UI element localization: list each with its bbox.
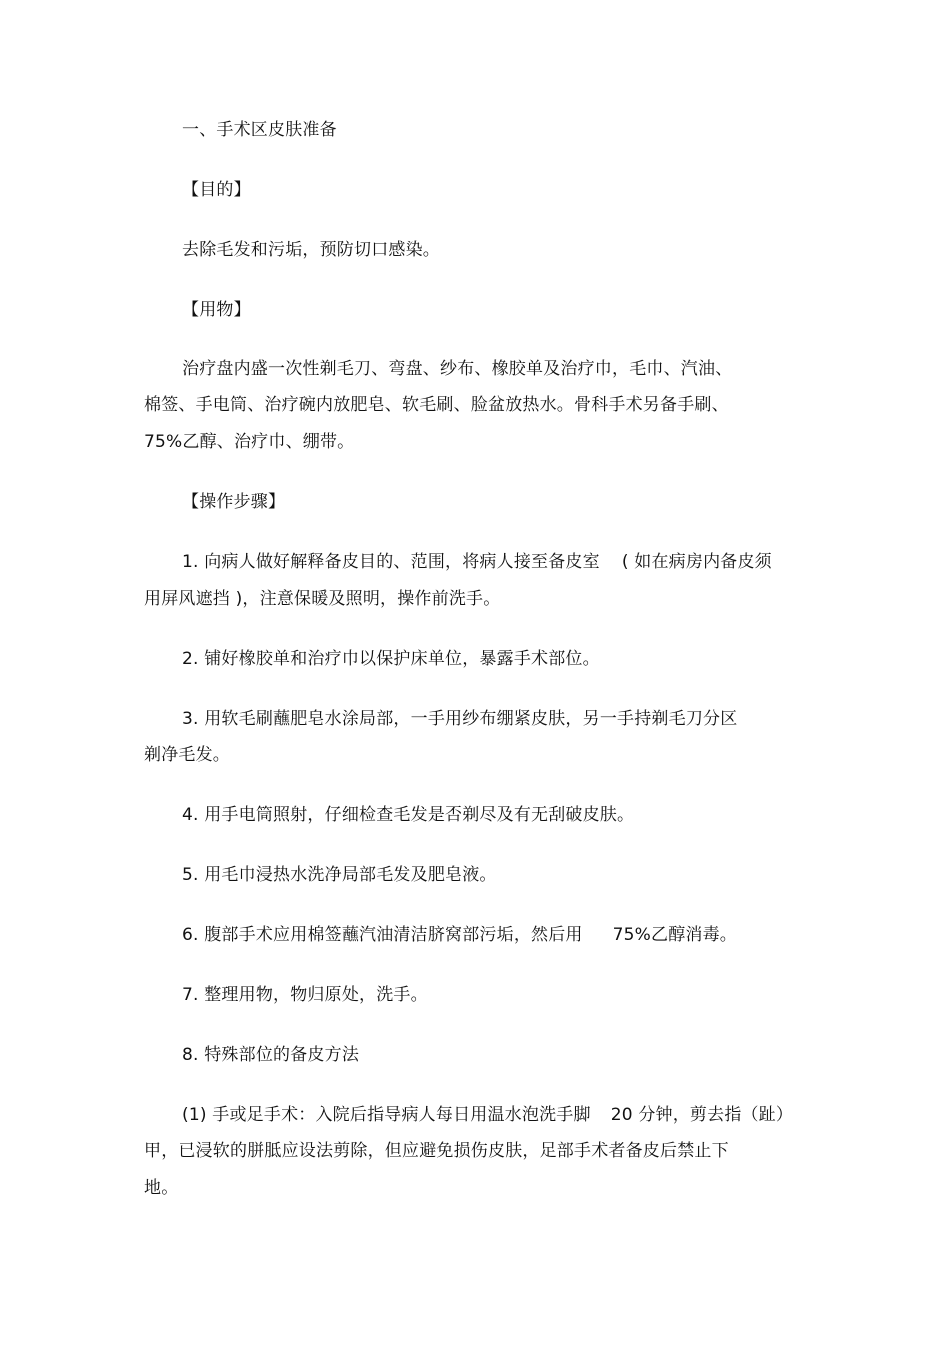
step-1-line-1	[182, 550, 772, 574]
materials-line-3: 75%乙醇、治疗巾、绷带。	[144, 432, 355, 452]
step-8: 8. 特殊部位的备皮方法	[182, 1045, 360, 1065]
sub-step-1-line-1	[182, 1103, 793, 1127]
sub-step-1-text-a: (1) 手或足手术：入院后指导病人每日用温水泡洗手脚	[182, 1105, 591, 1125]
sub-step-1-line-3: 地。	[144, 1178, 179, 1198]
step-7: 7. 整理用物，物归原处，洗手。	[182, 985, 428, 1005]
section-heading: 一、手术区皮肤准备	[182, 120, 337, 140]
step-6-text-b: 75%乙醇消毒。	[612, 925, 738, 945]
step-6	[182, 923, 737, 947]
materials-heading: 【用物】	[182, 300, 251, 320]
step-1-line-2: 用屏风遮挡 )，注意保暖及照明，操作前洗手。	[144, 589, 501, 609]
step-4: 4. 用手电筒照射，仔细检查毛发是否剃尽及有无刮破皮肤。	[182, 805, 635, 825]
step-6-text-a: 6. 腹部手术应用棉签蘸汽油清洁脐窝部污垢，然后用	[182, 925, 583, 945]
sub-step-1-text-b: 20 分钟，剪去指（趾）	[610, 1105, 794, 1125]
purpose-heading: 【目的】	[182, 180, 251, 200]
materials-line-1: 治疗盘内盛一次性剃毛刀、弯盘、纱布、橡胶单及治疗巾，毛巾、汽油、	[182, 359, 733, 379]
step-5: 5. 用毛巾浸热水洗净局部毛发及肥皂液。	[182, 865, 497, 885]
step-3-line-2: 剃净毛发。	[144, 745, 230, 765]
steps-heading: 【操作步骤】	[182, 492, 286, 512]
purpose-text: 去除毛发和污垢，预防切口感染。	[182, 240, 440, 260]
sub-step-1-line-2: 甲，已浸软的胼胝应设法剪除，但应避免损伤皮肤，足部手术者备皮后禁止下	[144, 1141, 729, 1161]
step-1-text-b: ( 如在病房内备皮须	[621, 552, 772, 572]
step-2: 2. 铺好橡胶单和治疗巾以保护床单位，暴露手术部位。	[182, 649, 600, 669]
materials-line-2: 棉签、手电筒、治疗碗内放肥皂、软毛刷、脸盆放热水。骨科手术另备手刷、	[144, 395, 729, 415]
step-3-line-1: 3. 用软毛刷蘸肥皂水涂局部，一手用纱布绷紧皮肤，另一手持剃毛刀分区	[182, 709, 738, 729]
step-1-text-a: 1. 向病人做好解释备皮目的、范围，将病人接至备皮室	[182, 552, 600, 572]
